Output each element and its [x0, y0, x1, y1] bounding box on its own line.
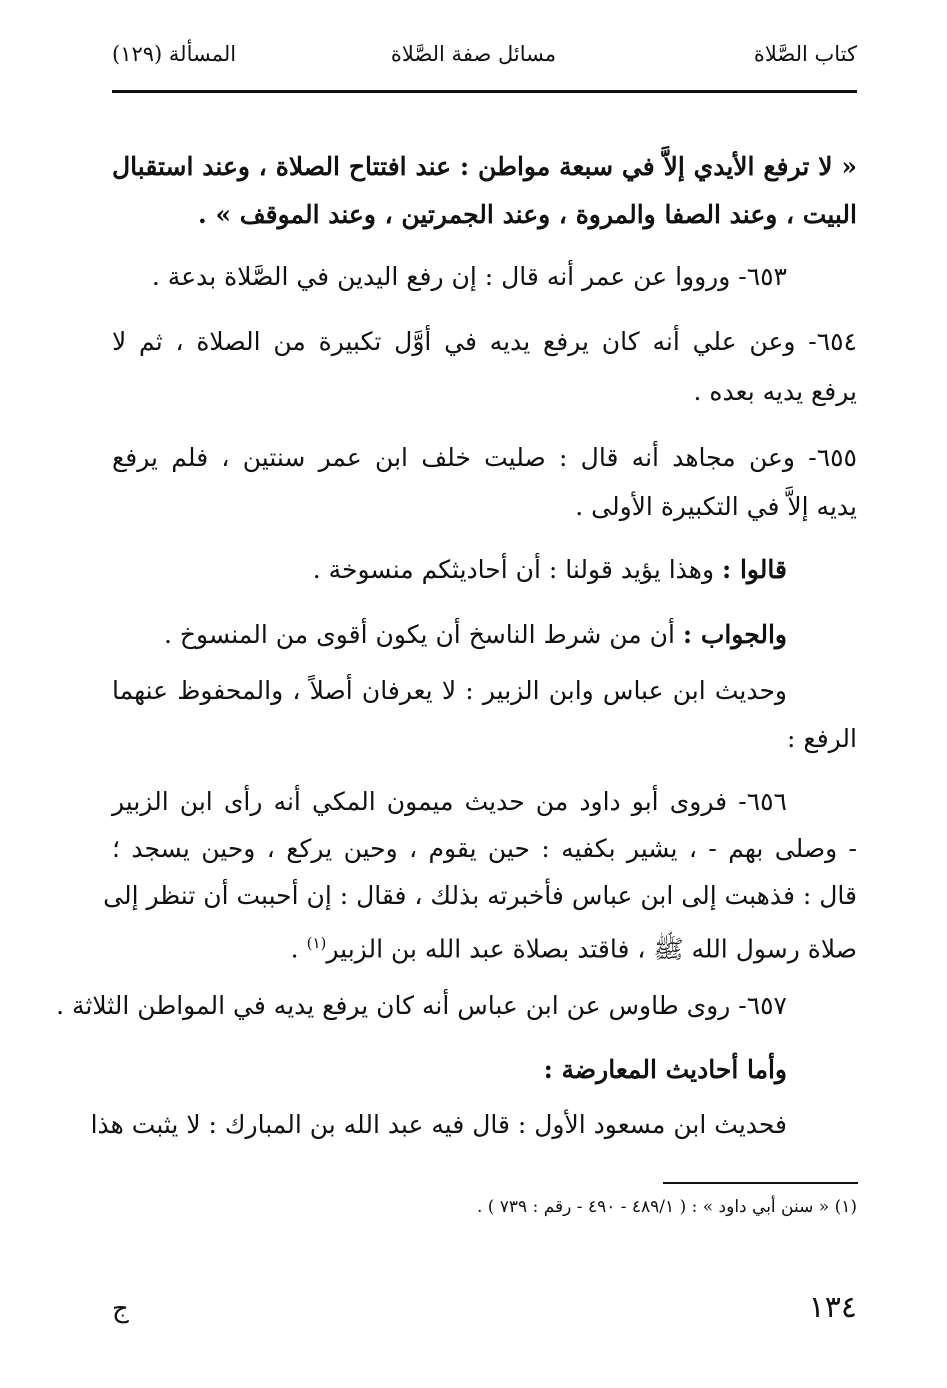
hadith-656-line-2: - وصلى بهم - ، يشير بكفيه : حين يقوم ، وحين يركع ، وحين يسجد ؛ [112, 834, 857, 863]
footnote-divider [663, 1182, 858, 1184]
quote-line-1: « لا ترفع الأيدي إلاَّ في سبعة مواطن : عند افتتاح الصلاة ، وعند استقبال [112, 152, 857, 181]
footnote-text: (١) « سنن أبي داود » : ( ٤٨٩/١ - ٤٩٠ - رقم : ٧٣٩ ) . [476, 1197, 857, 1217]
hadith-paragraph-line-1: وحديث ابن عباس وابن الزبير : لا يعرفان أصلاً ، والمحفوظ عنهما [112, 676, 787, 705]
last-body-line: فحديث ابن مسعود الأول : قال فيه عبد الله بن المبارك : لا يثبت هذا [90, 1110, 787, 1139]
page-number: ١٣٤ [808, 1290, 857, 1325]
hadith-656-line-3: قال : فذهبت إلى ابن عباس فأخبرته بذلك ، فقال : إن أحببت أن تنظر إلى [103, 881, 857, 910]
footnote-reference: (١) [306, 934, 327, 952]
counter-hadiths-heading: وأما أحاديث المعارضة : [543, 1055, 787, 1084]
objection-label: قالوا : [722, 555, 787, 584]
hadith-654-line-2: يرفع يديه بعده . [693, 377, 857, 406]
hadith-655-line-2: يديه إلاَّ في التكبيرة الأولى . [575, 492, 857, 521]
hadith-656-line-4-end: . [290, 934, 307, 964]
hadith-656-line-1: ٦٥٦- فروى أبو داود من حديث ميمون المكي أنه رأى ابن الزبير [112, 787, 787, 816]
hadith-654-line-1: ٦٥٤- وعن علي أنه كان يرفع يديه في أوَّل تكبيرة من الصلاة ، ثم لا [112, 327, 857, 356]
answer-text: أن من شرط الناسخ أن يكون أقوى من المنسوخ . [164, 620, 683, 649]
hadith-657: ٦٥٧- روى طاوس عن ابن عباس أنه كان يرفع يديه في المواطن الثلاثة . [56, 991, 787, 1020]
hadith-653: ٦٥٣- ورووا عن عمر أنه قال : إن رفع اليدين في الصَّلاة بدعة . [151, 262, 787, 291]
header-divider [112, 90, 857, 93]
hadith-656-line-4 [112, 926, 857, 966]
quote-line-2: البيت ، وعند الصفا والمروة ، وعند الجمرتين ، وعند الموقف » . [198, 200, 857, 229]
hadith-656-line-4-text: صلاة رسول الله ﷺ ، فاقتد بصلاة عبد الله بن الزبير [326, 934, 857, 964]
header-book-title: كتاب الصَّلاة [753, 42, 857, 66]
objection-text: وهذا يؤيد قولنا : أن أحاديثكم منسوخة . [312, 555, 723, 584]
hadith-paragraph-line-2: الرفع : [787, 724, 857, 753]
signature-mark: ج [112, 1294, 129, 1324]
answer-paragraph [112, 618, 787, 652]
hadith-655-line-1: ٦٥٥- وعن مجاهد أنه قال : صليت خلف ابن عمر سنتين ، فلم يرفع [112, 443, 857, 472]
objection-paragraph [112, 553, 787, 587]
header-issue-number: المسألة (١٢٩) [112, 42, 237, 66]
header-chapter-title: مسائل صفة الصَّلاة [390, 42, 557, 66]
answer-label: والجواب : [682, 620, 787, 649]
